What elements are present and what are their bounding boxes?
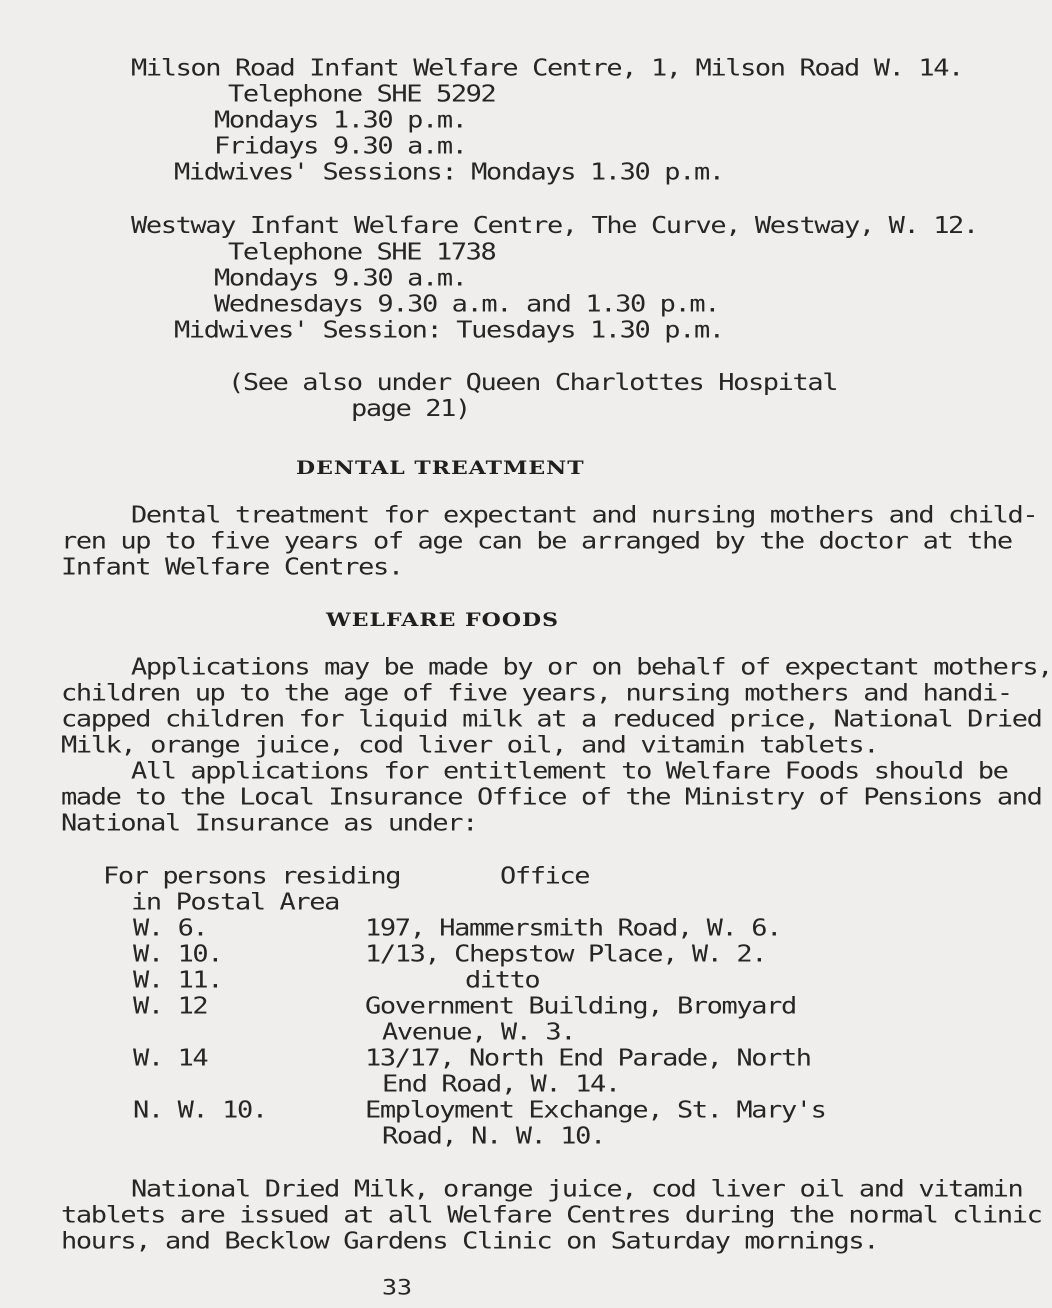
dental-line-1: Dental treatment for expectant and nursing mothers and child- [131, 502, 1038, 529]
dental-line-3: Infant Welfare Centres. [61, 554, 403, 581]
milson-mondays: Mondays 1.30 p.m. [214, 107, 467, 134]
welfare-line-5: All applications for entitlement to Welfare Foods should be [131, 758, 1008, 785]
welfare-line-1: Applications may be made by or on behalf of expectant mothers, [131, 654, 1052, 681]
table-header-office: Office [500, 863, 590, 890]
office-address: ditto [465, 967, 540, 994]
westway-wednesdays: Wednesdays 9.30 a.m. and 1.30 p.m. [214, 291, 720, 318]
westway-midwives: Midwives' Session: Tuesdays 1.30 p.m. [174, 317, 724, 344]
office-address: Employment Exchange, St. Mary's [365, 1097, 826, 1124]
see-also-note: (See also under Queen Charlottes Hospital [228, 369, 838, 397]
milson-centre-title: Milson Road Infant Welfare Centre, 1, Milson Road W. 14. [131, 55, 963, 82]
office-address: Government Building, Bromyard [365, 993, 796, 1020]
welfare-line-2: children up to the age of five years, nursing mothers and handi- [61, 680, 1012, 707]
dental-line-2: ren up to five years of age can be arranged by the doctor at the [61, 528, 1012, 555]
office-address: 1/13, Chepstow Place, W. 2. [365, 941, 767, 968]
westway-centre-title: Westway Infant Welfare Centre, The Curve, Westway, W. 12. [131, 213, 978, 240]
postal-area: W. 6. [133, 915, 208, 942]
table-header-area-2: in Postal Area [131, 889, 339, 916]
welfare-line-4: Milk, orange juice, cod liver oil, and vitamin tablets. [61, 732, 879, 759]
milson-midwives: Midwives' Sessions: Mondays 1.30 p.m. [174, 159, 724, 186]
welfare-line-7: National Insurance as under: [61, 810, 477, 837]
postal-area: W. 10. [133, 941, 223, 968]
milson-fridays: Fridays 9.30 a.m. [214, 133, 467, 160]
office-address-cont: Road, N. W. 10. [382, 1123, 605, 1150]
page-number: 33 [382, 1275, 413, 1300]
postal-area: W. 12 [133, 993, 208, 1020]
office-address-cont: End Road, W. 14. [382, 1071, 620, 1098]
office-address: 13/17, North End Parade, North [365, 1045, 811, 1072]
welfare-line-3: capped children for liquid milk at a reduced price, National Dried [61, 706, 1042, 733]
see-also-page: page 21) [351, 396, 470, 423]
welfare-line-6: made to the Local Insurance Office of the Ministry of Pensions and [61, 784, 1042, 811]
table-header-area-1: For persons residing [103, 863, 401, 890]
postal-area: W. 11. [133, 967, 223, 994]
postal-area: W. 14 [133, 1045, 208, 1072]
dental-heading: DENTAL TREATMENT [296, 457, 585, 480]
office-address-cont: Avenue, W. 3. [382, 1019, 576, 1046]
closing-line-2: tablets are issued at all Welfare Centres during the normal clinic [61, 1202, 1042, 1229]
closing-line-1: National Dried Milk, orange juice, cod liver oil and vitamin [131, 1176, 1023, 1203]
westway-telephone: Telephone SHE 1738 [228, 239, 496, 266]
westway-mondays: Mondays 9.30 a.m. [214, 265, 467, 292]
welfare-heading: WELFARE FOODS [326, 609, 559, 631]
milson-telephone: Telephone SHE 5292 [228, 81, 496, 108]
closing-line-3: hours, and Becklow Gardens Clinic on Saturday mornings. [61, 1228, 879, 1255]
postal-area: N. W. 10. [133, 1097, 267, 1124]
office-address: 197, Hammersmith Road, W. 6. [365, 915, 781, 942]
